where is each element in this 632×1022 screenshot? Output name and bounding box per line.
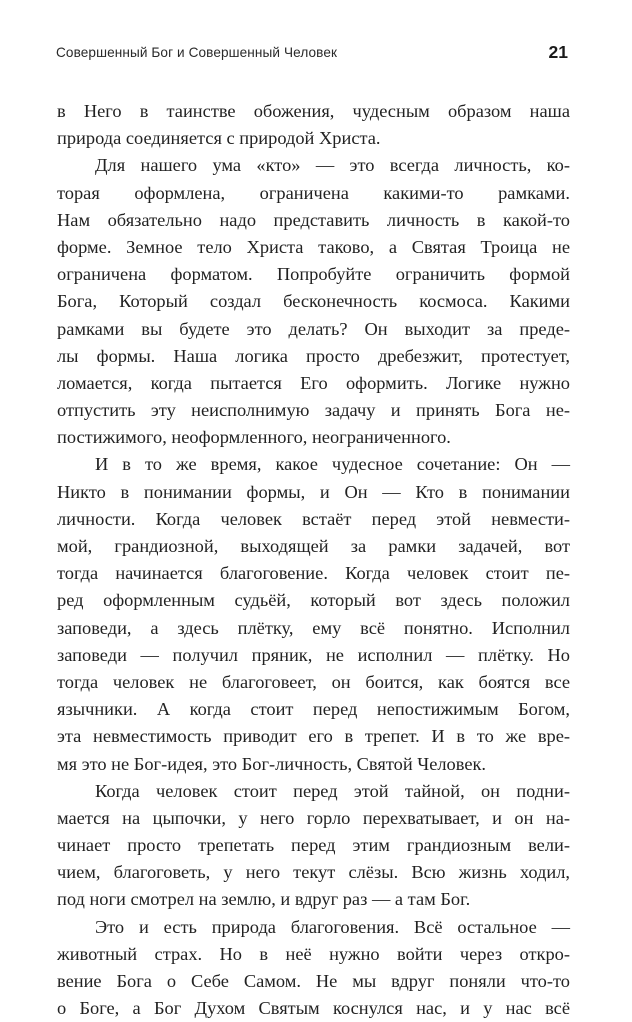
text-line: вение Бога о Себе Самом. Не мы вдруг поняли что-то	[57, 971, 570, 991]
text-line: язычники. А когда стоит перед непостижимым Богом,	[57, 699, 570, 720]
text-line: торая оформлена, ограничена какими-то рамками.	[57, 182, 570, 203]
text-line: ломается, когда пытается Его оформить. Логике нужно	[57, 372, 570, 393]
text-line: ред оформленным судьёй, который вот здесь положил	[57, 590, 570, 611]
text-line: заповеди, а здесь плётку, ему всё понятно. Исполнил	[57, 617, 570, 638]
text-line: заповеди — получил пряник, не исполнил — плётку. Но	[57, 644, 570, 665]
text-line: мя это не Бог-идея, это Бог-личность, Святой Человек.	[57, 753, 487, 774]
text-line: чием, благоговеть, у него текут слёзы. Всю жизнь ходил,	[57, 862, 570, 883]
text-line: рамками вы будете это делать? Он выходит за преде-	[57, 318, 570, 339]
page-number: 21	[548, 42, 568, 62]
text-line: ограничена форматом. Попробуйте ограничить формой	[57, 264, 570, 285]
text-line: природа соединяется с природой Христа.	[57, 128, 381, 149]
running-title: Совершенный Бог и Совершенный Человек	[56, 45, 338, 60]
text-line: мается на цыпочки, у него горло перехватывает, и он на-	[57, 807, 570, 828]
text-line: под ноги смотрел на землю, и вдруг раз — а там Бог.	[57, 889, 471, 910]
text-line: личности. Когда человек встаёт перед этой невмести-	[57, 508, 570, 529]
text-line: Никто в понимании формы, и Он — Кто в понимании	[57, 481, 570, 502]
text-line: Для нашего ума «кто» — это всегда личность, ко-	[95, 155, 570, 176]
text-line: форме. Земное тело Христа таково, а Святая Троица не	[57, 236, 570, 257]
text-line: в Него в таинстве обожения, чудесным образом наша	[57, 101, 570, 121]
text-line: эта невместимость приводит его в трепет. И в то же вре-	[57, 726, 570, 747]
body-text	[57, 98, 570, 1022]
text-line: постижимого, неоформленного, неограниченного.	[57, 427, 451, 448]
text-line: отпустить эту неисполнимую задачу и принять Бога не-	[57, 400, 570, 421]
text-line: чинает просто трепетать перед этим грандиозным вели-	[57, 835, 570, 856]
text-line: мой, грандиозной, выходящей за рамки задачей, вот	[57, 536, 570, 556]
text-line: животный страх. Но в неё нужно войти через откро-	[57, 943, 570, 964]
text-line: Нам обязательно надо представить личность в какой-то	[57, 209, 570, 230]
text-line: тогда человек не благоговеет, он боится, как боятся все	[57, 671, 570, 692]
text-line: И в то же время, какое чудесное сочетание: Он —	[95, 454, 570, 475]
text-line: Когда человек стоит перед этой тайной, он подни-	[95, 780, 570, 801]
text-line: тогда начинается благоговение. Когда человек стоит пе-	[57, 563, 570, 584]
text-line: Бога, Который создал бесконечность космоса. Какими	[57, 291, 570, 312]
text-line: Это и есть природа благоговения. Всё остальное —	[95, 916, 570, 937]
running-head	[56, 43, 568, 65]
text-line: лы формы. Наша логика просто дребезжит, протестует,	[57, 345, 570, 366]
text-line: о Боге, а Бог Духом Святым коснулся нас, и у нас всё	[57, 998, 570, 1019]
